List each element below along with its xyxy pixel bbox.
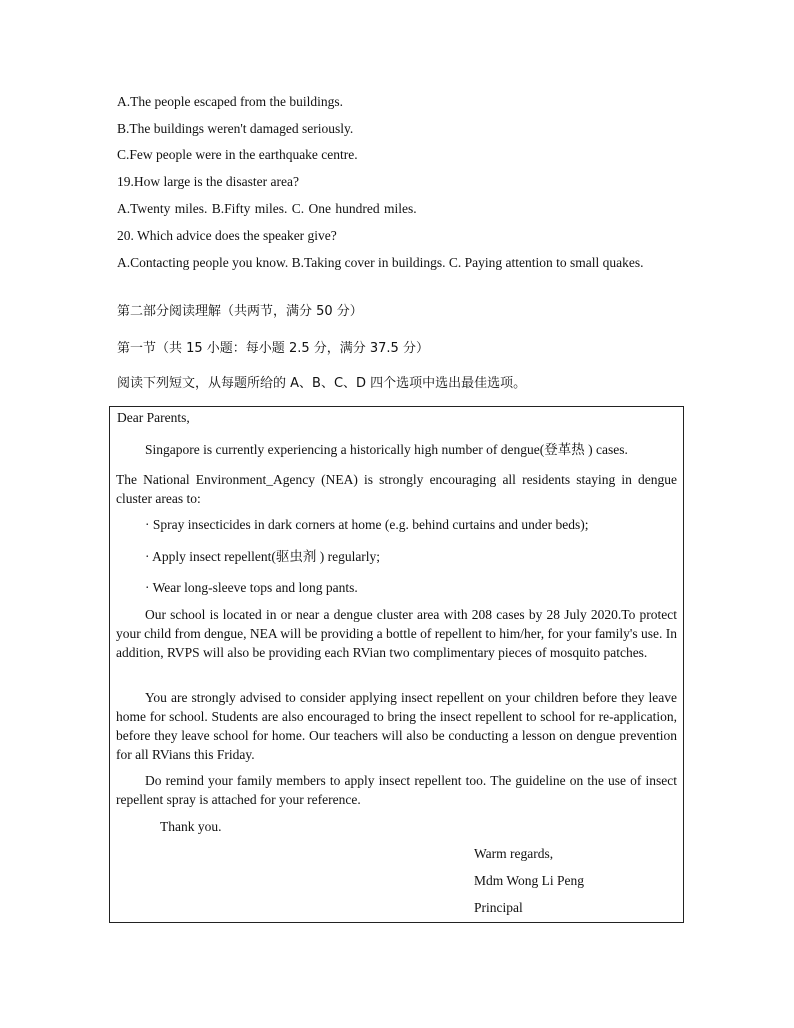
letter-thanks: Thank you. [160,819,222,834]
q20-stem: 20. Which advice does the speaker give? [117,228,337,243]
letter-paragraph-2: The National Environment_Agency (NEA) is strongly encouraging all residents staying in dengue cluster areas to: [116,472,677,506]
letter-paragraph-4: You are strongly advised to consider applying insect repellent on your children before they leave home for school. Students are also encouraged to bring the insect repellent to school for re-application, before they leave school for home. Our teachers will also be conducting a lesson on dengue prevention for all RVians this Friday. [116,690,677,762]
q20-options: A.Contacting people you know. B.Taking cover in buildings. C. Paying attention to small quakes. [117,255,644,270]
letter-bullet-2: · Apply insect repellent(驱虫剂 ) regularly; [145,549,381,564]
instruction: 阅读下列短文，从每题所给的 A、B、C、D 四个选项中选出最佳选项。 [117,376,527,391]
q19-options: A.Twenty miles. B.Fifty miles. C. One hundred miles. [117,201,417,216]
part-title: 第二部分阅读理解（共两节，满分 50 分） [117,304,363,319]
letter-paragraph-5: Do remind your family members to apply insect repellent too. The guideline on the use of insect repellent spray is attached for your reference. [116,773,677,807]
letter-bullet-3: · Wear long-sleeve tops and long pants. [145,580,358,595]
letter-role: Principal [474,900,523,915]
section-title: 第一节（共 15 小题：每小题 2.5 分，满分 37.5 分） [117,341,429,356]
q18-option-a: A.The people escaped from the buildings. [117,94,344,109]
q18-option-c: C.Few people were in the earthquake centre. [117,147,358,162]
letter-paragraph-1: Singapore is currently experiencing a historically high number of dengue(登革热 ) cases. [145,442,628,457]
q19-stem: 19.How large is the disaster area? [117,174,299,189]
letter-signer: Mdm Wong Li Peng [474,873,585,888]
q18-option-b: B.The buildings weren't damaged seriously. [117,121,354,136]
letter-closing: Warm regards, [474,846,554,861]
letter-paragraph-3: Our school is located in or near a dengue cluster area with 208 cases by 28 July 2020.To protect your child from dengue, NEA will be providing a bottle of repellent to him/her, for your family's use. In addition, RVPS will also be providing each RVian two complimentary pieces of mosquito patches. [116,607,677,660]
letter-bullet-1: · Spray insecticides in dark corners at home (e.g. behind curtains and under beds); [145,517,589,532]
letter-salutation: Dear Parents, [117,410,190,425]
